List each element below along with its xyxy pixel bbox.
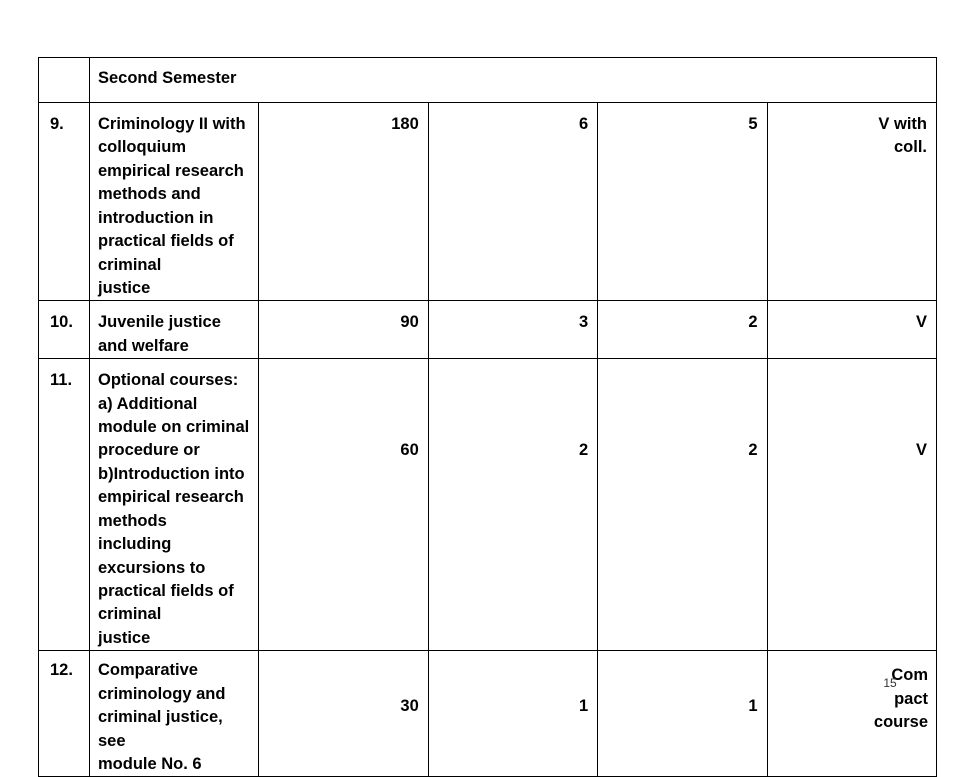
course-title-cell [90, 103, 259, 301]
semester-heading: Second Semester [98, 69, 237, 87]
hours-value: 60 [400, 441, 419, 460]
table-row [39, 359, 937, 651]
row-number: 9. [50, 115, 64, 133]
ects-cell [598, 103, 767, 301]
hours-value: 30 [400, 697, 419, 716]
course-title-line: b)Introduction into empirical research methods [98, 464, 245, 530]
exam-cell [767, 103, 936, 301]
exam-line: Com [891, 666, 928, 685]
course-title-line: Optional courses: [98, 371, 239, 390]
hours-cell [259, 103, 428, 301]
course-title-line: Criminology II with colloquium empirical research [98, 115, 246, 180]
exam-line: V [915, 441, 927, 460]
exam-cell [767, 359, 936, 651]
row-number-cell [39, 359, 90, 651]
sws-cell [428, 651, 597, 777]
course-title-line: methods and introduction in practical fields of criminal [98, 185, 234, 274]
exam-cell [767, 651, 936, 777]
row-number-cell [39, 103, 90, 301]
ects-cell [598, 301, 767, 359]
course-title-line: module No. 6 [98, 754, 202, 773]
row-number: 10. [50, 313, 73, 332]
exam-line: coll. [893, 138, 927, 157]
semester-heading-cell [90, 58, 937, 103]
ects-cell [598, 359, 767, 651]
course-title-line: Juvenile justice and welfare [98, 313, 221, 355]
table-row-header [39, 58, 937, 103]
row-number: 11. [50, 371, 73, 390]
hours-value: 90 [400, 313, 419, 332]
sws-cell [428, 359, 597, 651]
ects-cell [598, 651, 767, 777]
sws-value: 2 [578, 441, 589, 460]
exam-cell [767, 301, 936, 359]
hours-value: 180 [391, 115, 419, 133]
sws-cell [428, 103, 597, 301]
hours-cell [259, 651, 428, 777]
exam-line: V with [878, 115, 927, 133]
header-num-cell [39, 58, 90, 103]
course-table [38, 57, 937, 777]
table-row [39, 301, 937, 359]
page-number: 15 [883, 676, 897, 690]
course-title-line: including excursions to practical fields of criminal [98, 535, 234, 624]
ects-value: 1 [748, 697, 758, 716]
ects-value: 2 [748, 313, 758, 332]
sws-cell [428, 301, 597, 359]
table-row [39, 103, 937, 301]
row-number: 12. [50, 661, 73, 680]
exam-line: course [873, 713, 928, 732]
ects-value: 5 [748, 115, 758, 133]
sws-value: 1 [578, 697, 589, 716]
sws-value: 6 [578, 115, 589, 133]
table-row [39, 651, 937, 777]
hours-cell [259, 359, 428, 651]
course-title-cell [90, 359, 259, 651]
sws-value: 3 [578, 313, 589, 332]
exam-line: pact [894, 689, 928, 708]
row-number-cell [39, 651, 90, 777]
exam-line: V [915, 313, 927, 332]
course-title-cell [90, 301, 259, 359]
course-title-line: justice [98, 278, 151, 297]
row-number-cell [39, 301, 90, 359]
course-title-line: a) Additional module on criminal procedure or [98, 394, 250, 460]
course-title-line: justice [98, 628, 151, 647]
hours-cell [259, 301, 428, 359]
course-title-cell [90, 651, 259, 777]
ects-value: 2 [748, 441, 758, 460]
course-title-line: Comparative criminology and criminal justice, see [98, 661, 226, 750]
